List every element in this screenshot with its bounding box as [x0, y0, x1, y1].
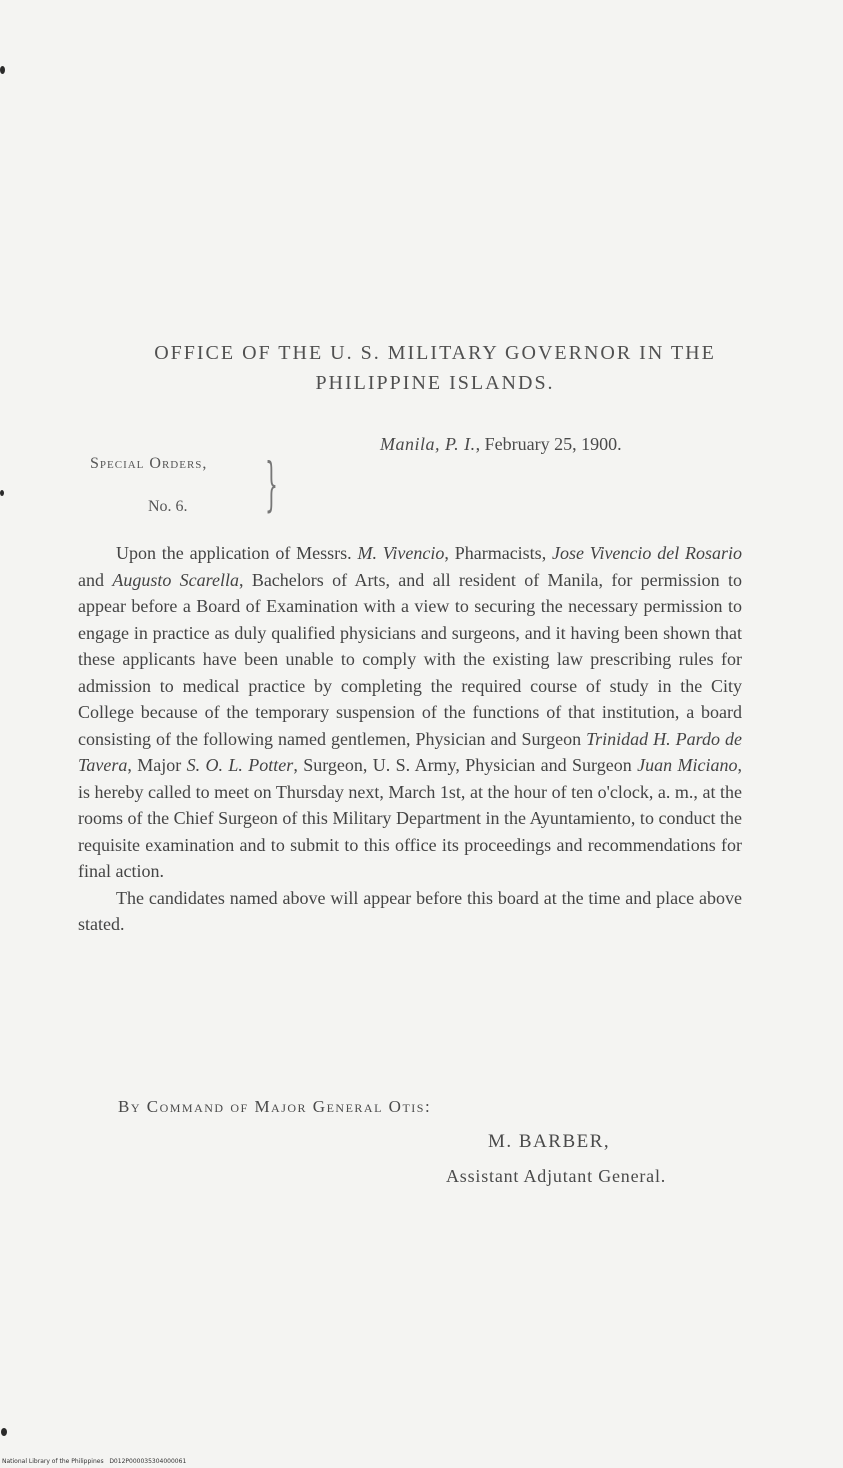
signer-name: M. BARBER, [488, 1131, 611, 1152]
heading-line-2: PHILIPPINE ISLANDS. [315, 372, 555, 394]
special-orders-label: Special Orders, [90, 455, 208, 472]
text-segment: , Surgeon, U. S. Army, Physician and Surgeon [293, 755, 638, 775]
italic-name-segment: Juan Miciano [637, 755, 738, 775]
italic-name-segment: M. Vivencio [357, 543, 445, 563]
dateline [380, 434, 740, 455]
command-line: By Command of Major General Otis: [118, 1097, 432, 1116]
order-paragraph-1 [78, 540, 742, 885]
italic-name-segment: Jose Vivencio del Rosario [552, 543, 743, 563]
scan-footer [2, 1458, 186, 1465]
order-paragraph-2: The candidates named above will appear before this board at the time and place above stated. [78, 887, 742, 934]
order-body [78, 540, 742, 938]
scan-speck [1, 1428, 7, 1436]
brace-mark: } [265, 450, 278, 518]
italic-name-segment: Augusto Scarella [112, 569, 239, 590]
italic-name-segment: Trinidad H. Pardo de Tavera [78, 728, 742, 775]
text-segment: , Major [127, 755, 187, 775]
text-segment: , Bachelors of Arts, and all resident of Manila, for permission to appear before a Board of Examination with a view to securing the necessary permission to engage in practice as duly qualified physicians and surgeons, and it having been shown that these applicants have been unable to comply with the existing law prescribing rules for admission to medical practice by completing the required course of study in the City College because of the temporary suspension of the functions of that institution, a board consisting of the following named gentlemen, Physician and Surgeon [78, 569, 742, 749]
dateline-date: , February 25, 1900. [475, 434, 622, 454]
scan-speck [0, 66, 5, 74]
heading-line-1: OFFICE OF THE U. S. MILITARY GOVERNOR IN THE [154, 342, 716, 364]
text-segment: , is hereby called to meet on Thursday next, March 1st, at the hour of ten o'clock, a. m., at the rooms of the Chief Surgeon of this Military Department in the Ayuntamiento, to conduct the requisite examination and to submit to this office its proceedings and recommendations for final action. [78, 755, 742, 881]
signer-title: Assistant Adjutant General. [446, 1166, 667, 1186]
special-orders-number: No. 6. [148, 498, 188, 515]
text-segment: and [78, 569, 113, 590]
italic-name-segment: S. O. L. Potter [186, 755, 294, 775]
text-segment: Upon the application of Messrs. [116, 543, 358, 563]
scan-speck [0, 490, 4, 496]
dateline-place: Manila, P. I. [380, 434, 476, 454]
text-segment: , Pharmacists, [444, 543, 552, 563]
footer-credit: National Library of the Philippines [2, 1458, 104, 1465]
footer-code: D012P000035304000061 [109, 1458, 187, 1465]
